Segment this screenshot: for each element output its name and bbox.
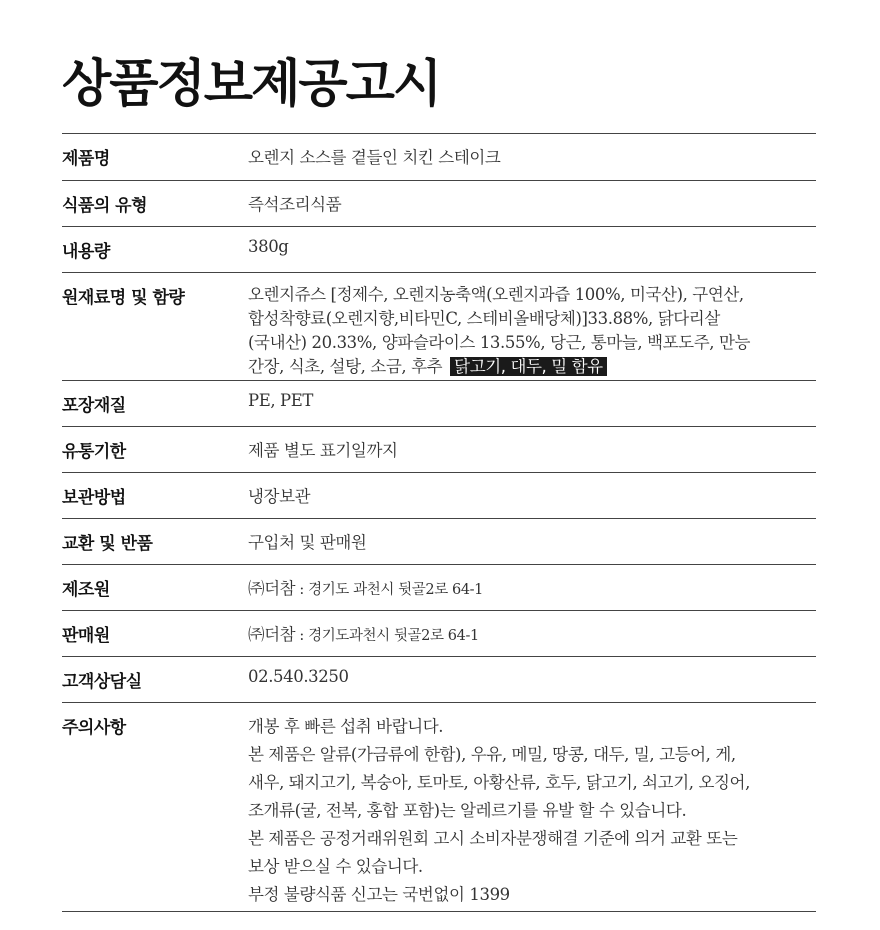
row-value bbox=[248, 713, 816, 909]
row-expiry bbox=[62, 427, 816, 473]
row-packaging bbox=[62, 381, 816, 427]
page-title: 상품정보제공고시 bbox=[62, 54, 441, 114]
row-label: 식품의 유형 bbox=[62, 196, 148, 216]
allergen-highlight: 닭고기, 대두, 밀 함유 bbox=[450, 357, 607, 376]
value-line: 본 제품은 공정거래위원회 고시 소비자분쟁해결 기준에 의거 교환 또는 bbox=[248, 829, 738, 848]
row-label: 제품명 bbox=[62, 149, 110, 169]
row-value: 냉장보관 bbox=[248, 487, 311, 506]
row-net-weight bbox=[62, 227, 816, 273]
row-value: 즉석조리식품 bbox=[248, 195, 342, 214]
company-address: : 경기도과천시 뒷골2로 64-1 bbox=[295, 628, 479, 644]
row-product-name bbox=[62, 134, 816, 181]
company-name: ㈜더참 bbox=[248, 579, 296, 598]
row-ingredients bbox=[62, 273, 816, 381]
info-table bbox=[62, 133, 816, 912]
row-storage bbox=[62, 473, 816, 519]
row-label: 주의사항 bbox=[62, 718, 126, 738]
row-value bbox=[248, 621, 816, 645]
value-line: (국내산) 20.33%, 양파슬라이스 13.55%, 당근, 통마늘, 백포도주, 만능 bbox=[248, 333, 751, 352]
value-line bbox=[248, 355, 816, 379]
value-line: 합성착향료(오렌지향,비타민C, 스테비올배당체)]33.88%, 닭다리살 bbox=[248, 309, 720, 328]
row-food-type bbox=[62, 181, 816, 227]
row-value: PE, PET bbox=[248, 391, 313, 410]
value-line: 새우, 돼지고기, 복숭아, 토마토, 아황산류, 호두, 닭고기, 쇠고기, 오징어, bbox=[248, 773, 750, 792]
row-label: 교환 및 반품 bbox=[62, 534, 153, 554]
row-label: 포장재질 bbox=[62, 396, 126, 416]
value-line: 보상 받으실 수 있습니다. bbox=[248, 857, 423, 876]
value-line: 조개류(굴, 전복, 홍합 포함)는 알레르기를 유발 할 수 있습니다. bbox=[248, 801, 687, 820]
row-exchange-return bbox=[62, 519, 816, 565]
row-value: 오렌지 소스를 곁들인 치킨 스테이크 bbox=[248, 148, 501, 167]
value-line: 오렌지쥬스 [정제수, 오렌지농축액(오렌지과즙 100%, 미국산), 구연산, bbox=[248, 285, 744, 304]
row-label: 원재료명 및 함량 bbox=[62, 288, 185, 308]
row-value: 02.540.3250 bbox=[248, 667, 349, 686]
company-address: : 경기도 과천시 뒷골2로 64-1 bbox=[295, 582, 483, 598]
row-label: 내용량 bbox=[62, 242, 110, 262]
row-label: 유통기한 bbox=[62, 442, 126, 462]
row-label: 고객상담실 bbox=[62, 672, 142, 692]
value-line: 개봉 후 빠른 섭취 바랍니다. bbox=[248, 717, 444, 736]
company-name: ㈜더참 bbox=[248, 625, 296, 644]
row-label: 제조원 bbox=[62, 580, 110, 600]
value-line: 본 제품은 알류(가금류에 한함), 우유, 메밀, 땅콩, 대두, 밀, 고등어, 게, bbox=[248, 745, 736, 764]
row-value: 제품 별도 표기일까지 bbox=[248, 441, 398, 460]
row-seller bbox=[62, 611, 816, 657]
row-precautions bbox=[62, 703, 816, 912]
row-value bbox=[248, 283, 816, 379]
row-value bbox=[248, 575, 816, 599]
value-line: 부정 불량식품 신고는 국번없이 1399 bbox=[248, 885, 510, 904]
row-label: 보관방법 bbox=[62, 488, 126, 508]
row-manufacturer bbox=[62, 565, 816, 611]
row-label: 판매원 bbox=[62, 626, 110, 646]
row-customer-service bbox=[62, 657, 816, 703]
row-value: 380g bbox=[248, 237, 289, 256]
value-line-text: 간장, 식초, 설탕, 소금, 후추 bbox=[248, 357, 443, 376]
row-value: 구입처 및 판매원 bbox=[248, 533, 367, 552]
